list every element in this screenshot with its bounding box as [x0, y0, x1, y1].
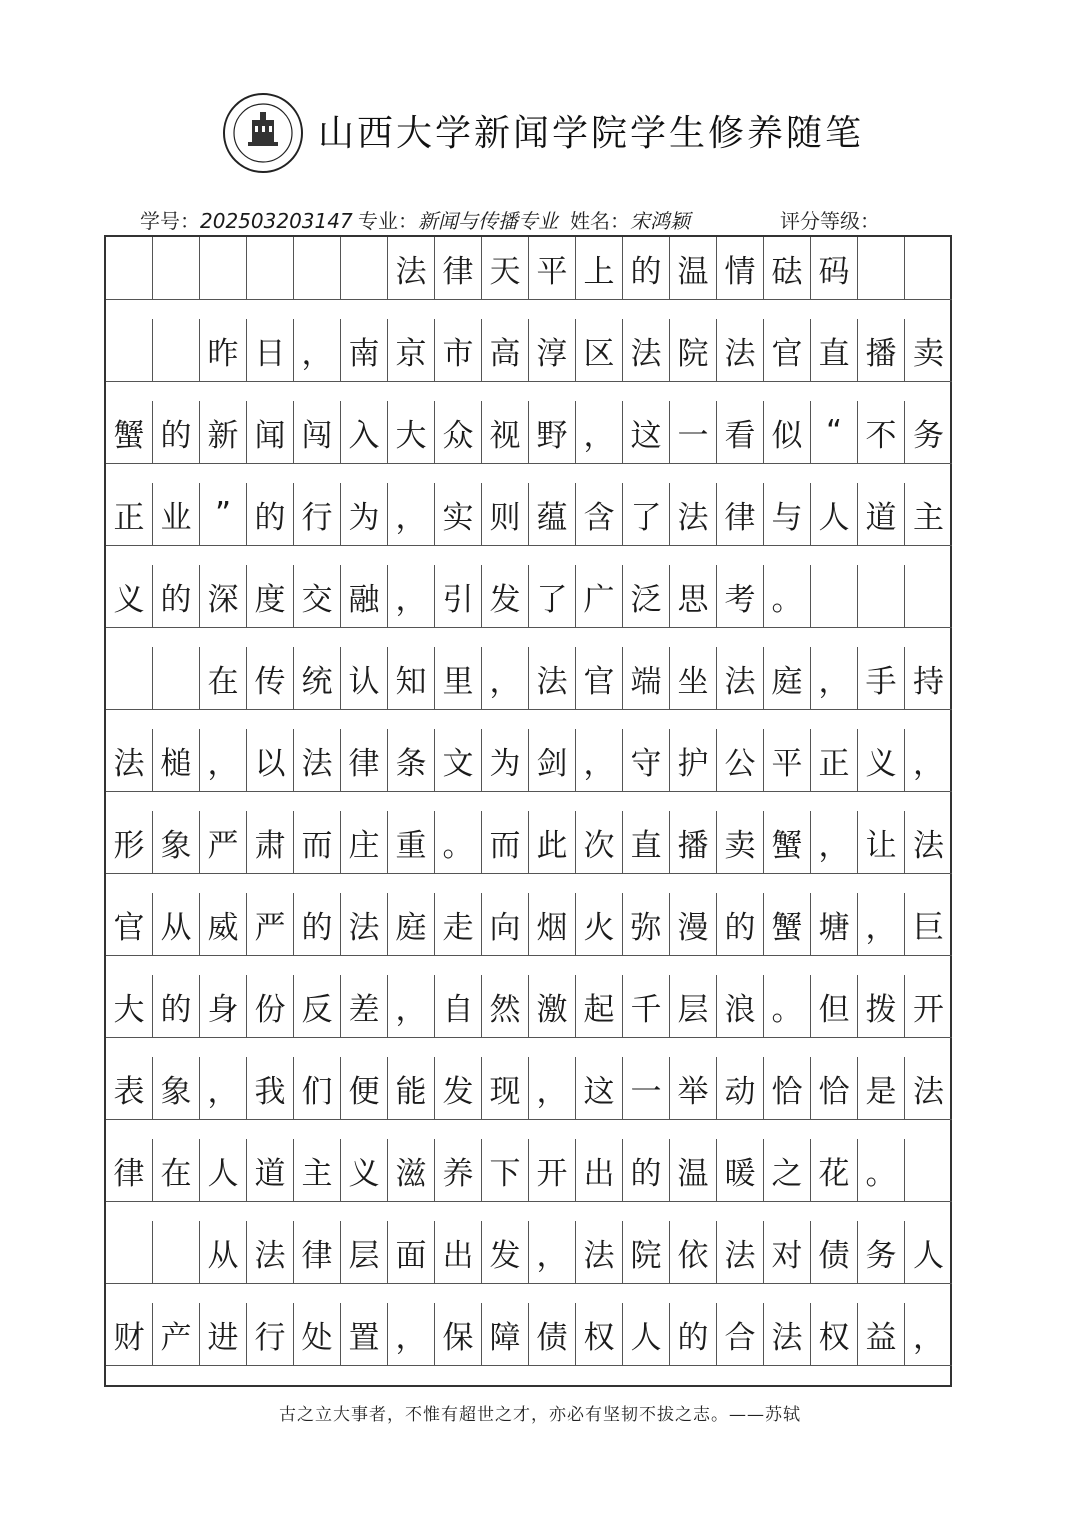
grid-cell: ，: [811, 811, 858, 874]
grid-cell: 槌: [153, 729, 200, 792]
grid-cell: ，: [200, 1057, 247, 1120]
grid-cell: [106, 237, 153, 300]
grid-cell: 庄: [341, 811, 388, 874]
grid-cell: 砝: [764, 237, 811, 300]
grid-cell: 法: [341, 893, 388, 956]
grid-cell: 开: [529, 1139, 576, 1202]
grid-cell: 正: [106, 483, 153, 546]
grid-cell: ，: [576, 401, 623, 464]
grid-row: [106, 565, 950, 647]
grid-cell: 的: [623, 1139, 670, 1202]
grid-cell: 法: [294, 729, 341, 792]
grid-cell: 蟹: [106, 401, 153, 464]
grid-cell: [153, 319, 200, 382]
grid-cell: 统: [294, 647, 341, 710]
grid-cell: 法: [717, 647, 764, 710]
grid-cell: 塘: [811, 893, 858, 956]
grid-cell: 障: [482, 1303, 529, 1366]
grid-cell: 而: [294, 811, 341, 874]
grid-cell: 业: [153, 483, 200, 546]
grid-cell: 从: [200, 1221, 247, 1284]
grid-cell: 花: [811, 1139, 858, 1202]
grid-cell: 能: [388, 1057, 435, 1120]
grid-row: [106, 1057, 950, 1139]
grid-cell: 务: [905, 401, 952, 464]
grid-cell: 则: [482, 483, 529, 546]
grid-cell: 进: [200, 1303, 247, 1366]
grid-cell: 南: [341, 319, 388, 382]
grid-cell: [811, 565, 858, 628]
grid-cell: 下: [482, 1139, 529, 1202]
grid-cell: 手: [858, 647, 905, 710]
grid-cell: 法: [247, 1221, 294, 1284]
grid-cell: 的: [717, 893, 764, 956]
writing-grid: [104, 235, 952, 1387]
grid-cell: 院: [670, 319, 717, 382]
grid-cell: 蟹: [764, 811, 811, 874]
grid-cell: 视: [482, 401, 529, 464]
grid-cell: 行: [294, 483, 341, 546]
grid-cell: ，: [388, 483, 435, 546]
grid-cell: 弥: [623, 893, 670, 956]
grid-cell: ，: [388, 975, 435, 1038]
grid-cell: 法: [576, 1221, 623, 1284]
grid-row: [106, 893, 950, 975]
grid-cell: 情: [717, 237, 764, 300]
grid-cell: 置: [341, 1303, 388, 1366]
grid-cell: 一: [623, 1057, 670, 1120]
grid-cell: 漫: [670, 893, 717, 956]
grid-cell: 这: [623, 401, 670, 464]
name-value: 宋鸿颖: [630, 209, 690, 233]
grid-cell: 动: [717, 1057, 764, 1120]
grid-cell: ，: [388, 565, 435, 628]
grid-cell: 法: [529, 647, 576, 710]
grid-row: [106, 1139, 950, 1221]
grid-cell: [153, 237, 200, 300]
grid-cell: 拨: [858, 975, 905, 1038]
grid-cell: 权: [576, 1303, 623, 1366]
grid-cell: 便: [341, 1057, 388, 1120]
grid-cell: 发: [435, 1057, 482, 1120]
grid-cell: 官: [764, 319, 811, 382]
grid-cell: 起: [576, 975, 623, 1038]
grid-cell: [341, 237, 388, 300]
grid-cell: 处: [294, 1303, 341, 1366]
grid-cell: [905, 237, 952, 300]
grid-cell: 益: [858, 1303, 905, 1366]
grid-cell: 坐: [670, 647, 717, 710]
grid-cell: 的: [153, 975, 200, 1038]
grid-cell: 反: [294, 975, 341, 1038]
grid-cell: 天: [482, 237, 529, 300]
grid-cell: 守: [623, 729, 670, 792]
grid-cell: [106, 647, 153, 710]
grid-cell: 认: [341, 647, 388, 710]
grid-cell: 保: [435, 1303, 482, 1366]
grid-cell: 滋: [388, 1139, 435, 1202]
grid-cell: 义: [858, 729, 905, 792]
grid-cell: 的: [153, 401, 200, 464]
grid-cell: 向: [482, 893, 529, 956]
grid-cell: 出: [576, 1139, 623, 1202]
grid-cell: 法: [717, 1221, 764, 1284]
grid-cell: 上: [576, 237, 623, 300]
grid-cell: 交: [294, 565, 341, 628]
grid-cell: 份: [247, 975, 294, 1038]
grid-row: [106, 729, 950, 811]
grid-cell: 道: [247, 1139, 294, 1202]
grid-cell: ，: [529, 1221, 576, 1284]
grid-cell: 人: [905, 1221, 952, 1284]
grid-cell: 恰: [764, 1057, 811, 1120]
major-field: [358, 205, 558, 234]
grid-cell: 官: [106, 893, 153, 956]
grid-cell: 与: [764, 483, 811, 546]
university-seal-logo: [222, 92, 304, 174]
grid-cell: 的: [247, 483, 294, 546]
grid-cell: 卖: [717, 811, 764, 874]
grid-cell: 蕴: [529, 483, 576, 546]
grid-cell: 一: [670, 401, 717, 464]
grid-cell: 深: [200, 565, 247, 628]
grid-cell: 播: [858, 319, 905, 382]
grid-cell: [247, 237, 294, 300]
grid-cell: ，: [905, 1303, 952, 1366]
grid-cell: 昨: [200, 319, 247, 382]
grid-cell: ，: [529, 1057, 576, 1120]
grid-cell: 们: [294, 1057, 341, 1120]
grid-cell: ，: [482, 647, 529, 710]
grid-cell: 但: [811, 975, 858, 1038]
grid-cell: 我: [247, 1057, 294, 1120]
grid-cell: 传: [247, 647, 294, 710]
grid-cell: 京: [388, 319, 435, 382]
grid-cell: 人: [200, 1139, 247, 1202]
grid-cell: 。: [435, 811, 482, 874]
grid-cell: 考: [717, 565, 764, 628]
grid-cell: ”: [200, 483, 247, 546]
grid-cell: 融: [341, 565, 388, 628]
grid-cell: ，: [200, 729, 247, 792]
grid-cell: 这: [576, 1057, 623, 1120]
grid-cell: 知: [388, 647, 435, 710]
grid-cell: 播: [670, 811, 717, 874]
grid-cell: 以: [247, 729, 294, 792]
grid-cell: 了: [529, 565, 576, 628]
grid-cell: 发: [482, 565, 529, 628]
grid-cell: 持: [905, 647, 952, 710]
grid-cell: 温: [670, 237, 717, 300]
grid-cell: 度: [247, 565, 294, 628]
grid-cell: 严: [200, 811, 247, 874]
grade-field: [780, 205, 880, 234]
grid-cell: 主: [294, 1139, 341, 1202]
grid-row: [106, 319, 950, 401]
grid-cell: 广: [576, 565, 623, 628]
grid-cell: 产: [153, 1303, 200, 1366]
footer-quote: 古之立大事者，不惟有超世之才，亦必有坚韧不拔之志。——苏轼: [279, 1405, 801, 1425]
grid-cell: 象: [153, 1057, 200, 1120]
grid-cell: 出: [435, 1221, 482, 1284]
grid-cell: 面: [388, 1221, 435, 1284]
grid-cell: 依: [670, 1221, 717, 1284]
grid-cell: 千: [623, 975, 670, 1038]
grid-cell: 人: [811, 483, 858, 546]
grid-cell: 发: [482, 1221, 529, 1284]
grid-cell: 次: [576, 811, 623, 874]
grid-cell: 义: [341, 1139, 388, 1202]
grid-cell: 象: [153, 811, 200, 874]
grid-cell: 自: [435, 975, 482, 1038]
grid-cell: 思: [670, 565, 717, 628]
grid-cell: 债: [529, 1303, 576, 1366]
grid-cell: 端: [623, 647, 670, 710]
grid-cell: 律: [435, 237, 482, 300]
grid-cell: [106, 319, 153, 382]
grid-cell: 的: [294, 893, 341, 956]
grid-cell: 法: [905, 1057, 952, 1120]
grid-cell: [153, 1221, 200, 1284]
grid-cell: 重: [388, 811, 435, 874]
grid-cell: 市: [435, 319, 482, 382]
grid-cell: 财: [106, 1303, 153, 1366]
grid-cell: 直: [811, 319, 858, 382]
grade-label: 评分等级：: [780, 209, 880, 233]
grid-row: [106, 1221, 950, 1303]
grid-cell: [200, 237, 247, 300]
grid-cell: [106, 1221, 153, 1284]
grid-cell: [858, 237, 905, 300]
major-label: 专业：: [358, 209, 418, 233]
grid-row: [106, 975, 950, 1057]
major-value: 新闻与传播专业: [418, 209, 558, 233]
grid-cell: 泛: [623, 565, 670, 628]
grid-cell: 似: [764, 401, 811, 464]
grid-cell: [905, 1139, 952, 1202]
grid-cell: 然: [482, 975, 529, 1038]
grid-cell: 火: [576, 893, 623, 956]
grid-row: [106, 811, 950, 893]
grid-cell: 院: [623, 1221, 670, 1284]
grid-row: [106, 483, 950, 565]
grid-cell: 法: [905, 811, 952, 874]
grid-cell: 威: [200, 893, 247, 956]
grid-cell: 法: [388, 237, 435, 300]
grid-cell: 庭: [764, 647, 811, 710]
grid-cell: 巨: [905, 893, 952, 956]
grid-cell: 直: [623, 811, 670, 874]
grid-cell: 含: [576, 483, 623, 546]
grid-cell: 卖: [905, 319, 952, 382]
grid-cell: 开: [905, 975, 952, 1038]
grid-cell: 日: [247, 319, 294, 382]
grid-cell: 。: [764, 975, 811, 1038]
grid-cell: 恰: [811, 1057, 858, 1120]
grid-cell: 暖: [717, 1139, 764, 1202]
grid-cell: 大: [106, 975, 153, 1038]
grid-cell: 入: [341, 401, 388, 464]
grid-cell: 人: [623, 1303, 670, 1366]
grid-cell: 道: [858, 483, 905, 546]
grid-cell: 区: [576, 319, 623, 382]
grid-cell: ，: [858, 893, 905, 956]
grid-cell: 淳: [529, 319, 576, 382]
grid-cell: ，: [811, 647, 858, 710]
grid-cell: 债: [811, 1221, 858, 1284]
grid-cell: 条: [388, 729, 435, 792]
grid-cell: 差: [341, 975, 388, 1038]
grid-cell: 走: [435, 893, 482, 956]
grid-cell: 不: [858, 401, 905, 464]
grid-cell: 法: [623, 319, 670, 382]
grid-cell: 法: [106, 729, 153, 792]
grid-cell: 务: [858, 1221, 905, 1284]
grid-cell: 官: [576, 647, 623, 710]
grid-cell: ，: [905, 729, 952, 792]
grid-cell: 里: [435, 647, 482, 710]
grid-cell: 码: [811, 237, 858, 300]
grid-cell: 身: [200, 975, 247, 1038]
grid-cell: 庭: [388, 893, 435, 956]
grid-cell: 为: [341, 483, 388, 546]
grid-cell: 浪: [717, 975, 764, 1038]
grid-cell: [294, 237, 341, 300]
page-title: 山西大学新闻学院学生修养随笔: [318, 113, 865, 154]
grid-cell: 大: [388, 401, 435, 464]
grid-cell: [858, 565, 905, 628]
grid-cell: 的: [670, 1303, 717, 1366]
grid-cell: 律: [294, 1221, 341, 1284]
student-id-field: [140, 205, 353, 234]
grid-cell: 对: [764, 1221, 811, 1284]
grid-cell: [905, 565, 952, 628]
grid-cell: 权: [811, 1303, 858, 1366]
grid-cell: 是: [858, 1057, 905, 1120]
grid-cell: 而: [482, 811, 529, 874]
grid-cell: 众: [435, 401, 482, 464]
grid-cell: ，: [294, 319, 341, 382]
grid-row: [106, 1303, 950, 1385]
grid-cell: 法: [670, 483, 717, 546]
grid-cell: 此: [529, 811, 576, 874]
name-field: [570, 205, 690, 234]
grid-row: [106, 237, 950, 319]
grid-cell: 看: [717, 401, 764, 464]
grid-cell: 义: [106, 565, 153, 628]
grid-cell: 让: [858, 811, 905, 874]
grid-cell: 从: [153, 893, 200, 956]
grid-cell: 护: [670, 729, 717, 792]
grid-cell: 了: [623, 483, 670, 546]
name-label: 姓名：: [570, 209, 630, 233]
grid-cell: 引: [435, 565, 482, 628]
grid-cell: 肃: [247, 811, 294, 874]
student-id-label: 学号：: [140, 209, 200, 233]
grid-row: [106, 647, 950, 729]
grid-cell: 公: [717, 729, 764, 792]
grid-cell: 律: [717, 483, 764, 546]
grid-cell: 律: [106, 1139, 153, 1202]
grid-cell: 为: [482, 729, 529, 792]
grid-cell: 野: [529, 401, 576, 464]
grid-cell: 严: [247, 893, 294, 956]
grid-cell: 层: [341, 1221, 388, 1284]
grid-cell: 表: [106, 1057, 153, 1120]
grid-cell: 养: [435, 1139, 482, 1202]
grid-cell: 平: [529, 237, 576, 300]
grid-cell: 律: [341, 729, 388, 792]
grid-cell: 激: [529, 975, 576, 1038]
grid-cell: 实: [435, 483, 482, 546]
grid-cell: 在: [153, 1139, 200, 1202]
grid-cell: 合: [717, 1303, 764, 1366]
grid-cell: 烟: [529, 893, 576, 956]
grid-cell: 剑: [529, 729, 576, 792]
grid-cell: 举: [670, 1057, 717, 1120]
grid-cell: 高: [482, 319, 529, 382]
grid-cell: 层: [670, 975, 717, 1038]
grid-cell: 的: [153, 565, 200, 628]
grid-cell: “: [811, 401, 858, 464]
grid-cell: 法: [764, 1303, 811, 1366]
grid-cell: 闻: [247, 401, 294, 464]
grid-cell: 文: [435, 729, 482, 792]
grid-cell: 新: [200, 401, 247, 464]
grid-cell: 。: [764, 565, 811, 628]
grid-cell: ，: [388, 1303, 435, 1366]
grid-cell: 正: [811, 729, 858, 792]
grid-cell: 。: [858, 1139, 905, 1202]
grid-cell: 法: [717, 319, 764, 382]
grid-cell: 平: [764, 729, 811, 792]
grid-cell: 蟹: [764, 893, 811, 956]
grid-cell: 闯: [294, 401, 341, 464]
student-id-value: 202503203147: [200, 209, 353, 233]
grid-cell: 主: [905, 483, 952, 546]
grid-cell: [153, 647, 200, 710]
grid-cell: 在: [200, 647, 247, 710]
grid-cell: ，: [576, 729, 623, 792]
grid-cell: 现: [482, 1057, 529, 1120]
grid-cell: 温: [670, 1139, 717, 1202]
grid-cell: 行: [247, 1303, 294, 1366]
grid-row: [106, 401, 950, 483]
grid-cell: 的: [623, 237, 670, 300]
grid-cell: 之: [764, 1139, 811, 1202]
grid-cell: 形: [106, 811, 153, 874]
